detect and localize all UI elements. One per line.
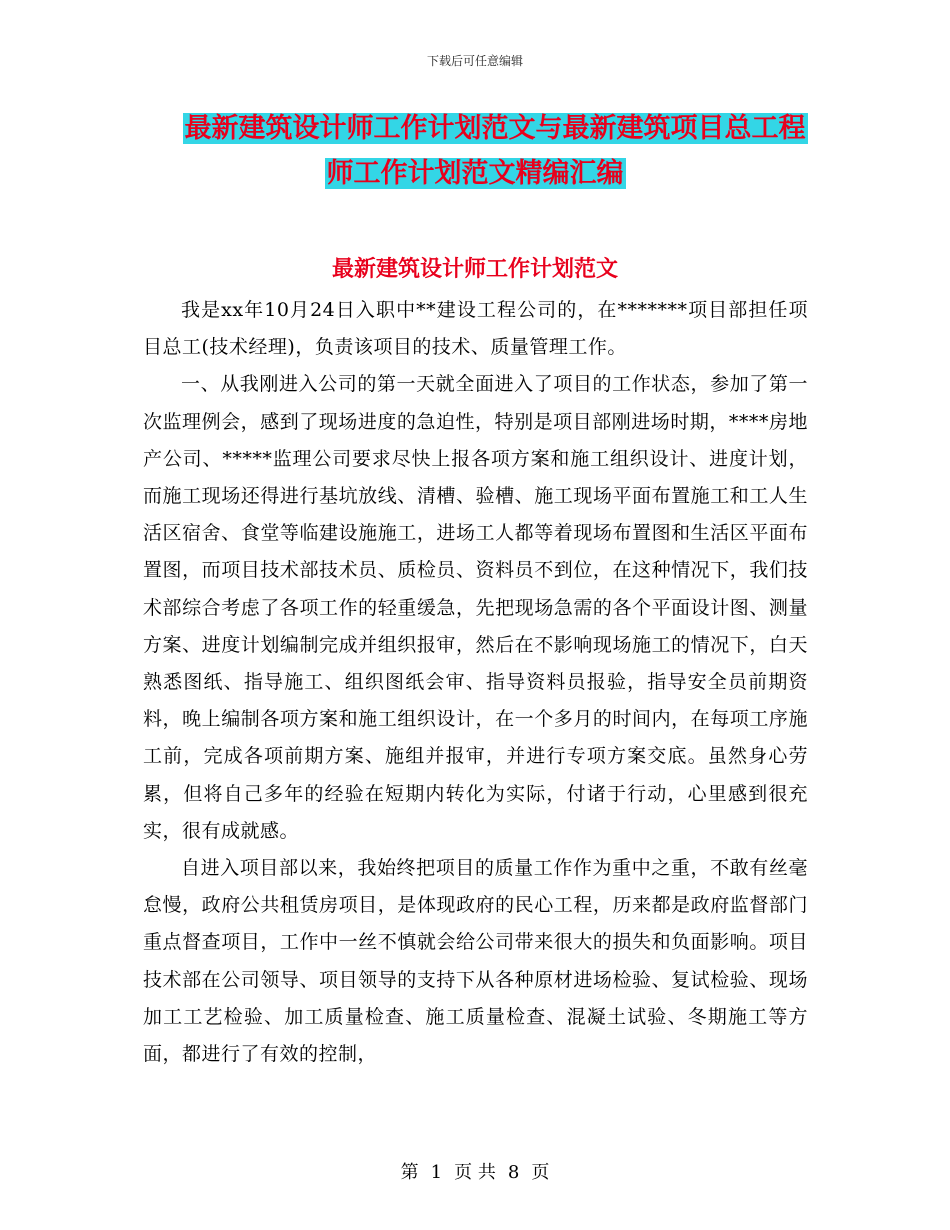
page-header-note: 下载后可任意编辑 bbox=[426, 54, 523, 68]
footer-suffix: 页 bbox=[531, 1162, 550, 1183]
document-body bbox=[143, 292, 808, 1073]
title-text-2: 师工作计划范文精编汇编 bbox=[326, 158, 624, 189]
footer-total-pages: 8 bbox=[507, 1162, 520, 1183]
title-text-1: 最新建筑设计师工作计划范文与最新建筑项目总工程 bbox=[184, 113, 806, 144]
footer-prefix: 第 bbox=[400, 1162, 419, 1183]
section-title: 最新建筑设计师工作计划范文 bbox=[331, 257, 618, 282]
footer-middle: 页 共 bbox=[454, 1162, 496, 1183]
paragraph: 我是xx年10月24日入职中**建设工程公司的，在*******项目部担任项目总工(技术经理)，负责该项目的技术、质量管理工作。 bbox=[143, 299, 808, 359]
paragraph: 自进入项目部以来，我始终把项目的质量工作作为重中之重，不敢有丝毫怠慢，政府公共租赁房项目，是体现政府的民心工程，历来都是政府监督部门重点督查项目，工作中一丝不慎就会给公司带来很大的损失和负面影响。项目技术部在公司领导、项目领导的支持下从各种原材进场检验、复试检验、现场加工工艺检验、加工质量检查、施工质量检查、混凝土试验、冬期施工等方面，都进行了有效的控制， bbox=[143, 857, 808, 1066]
paragraph: 一、从我刚进入公司的第一天就全面进入了项目的工作状态，参加了第一次监理例会，感到了现场进度的急迫性，特别是项目部刚进场时期，****房地产公司、*****监理公司要求尽快上报各项方案和施工组织设计、进度计划，而施工现场还得进行基坑放线、清槽、验槽、施工现场平面布置施工和工人生活区宿舍、食堂等临建设施施工，进场工人都等着现场布置图和生活区平面布置图，而项目技术部技术员、质检员、资料员不到位，在这种情况下，我们技术部综合考虑了各项工作的轻重缓急，先把现场急需的各个平面设计图、测量方案、进度计划编制完成并组织报审，然后在不影响现场施工的情况下，白天熟悉图纸、指导施工、组织图纸会审、指导资料员报验，指导安全员前期资料，晚上编制各项方案和施工组织设计，在一个多月的时间内，在每项工序施工前，完成各项前期方案、施组并报审，并进行专项方案交底。虽然身心劳累，但将自己多年的经验在短期内转化为实际，付诸于行动，心里感到很充实，很有成就感。 bbox=[143, 373, 808, 842]
document-title-line-2 bbox=[0, 157, 950, 191]
footer-page-number: 1 bbox=[430, 1162, 443, 1183]
document-title-line-1 bbox=[0, 112, 950, 146]
page-footer bbox=[0, 1158, 950, 1184]
